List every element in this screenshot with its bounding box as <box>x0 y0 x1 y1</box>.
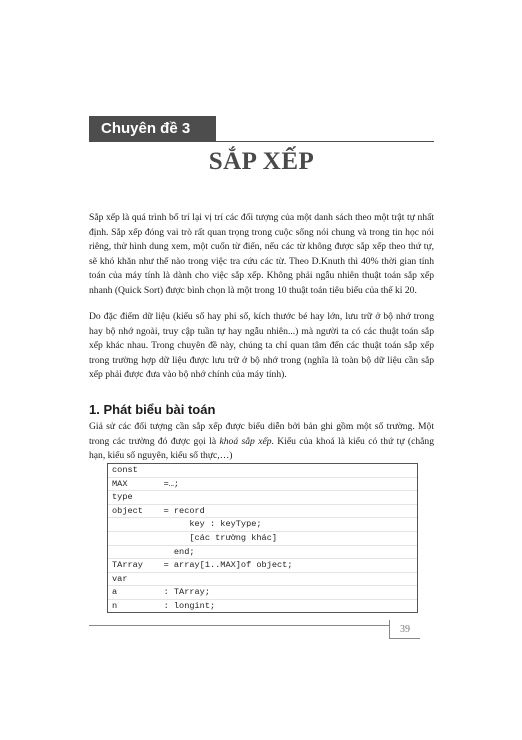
code-line: object = record <box>108 505 417 519</box>
chapter-label: Chuyên đề 3 <box>89 116 216 142</box>
intro-paragraph-2: Do đặc điểm dữ liệu (kiểu số hay phi số, kích thước bé hay lớn, lưu trữ ở bộ nhớ trong hay bộ nhớ ngoài, truy cập tuần tự hay ngẫu nhiên...) mà người ta có các thuật toán sắp xếp khác nhau. Trong chuyên đề này, chúng ta chỉ quan tâm đến các thuật toán sắp xếp trong trường hợp dữ liệu được lưu trữ ở bộ nhớ trong (nghĩa là toàn bộ dữ liệu cần sắp xếp phải được đưa vào bộ nhớ chính của máy tính). <box>89 311 434 380</box>
code-line: [các trường khác] <box>108 532 417 546</box>
intro-paragraph-1: Sắp xếp là quá trình bố trí lại vị trí các đối tượng của một danh sách theo một trật tự nhất định. Sắp xếp đóng vai trò rất quan trọng trong cuộc sống nói chung và trong tin học nói riêng, thử hình dung xem, một cuốn từ điển, nếu các từ không được sắp xếp theo thứ tự, sẽ khó khăn như thế nào trong việc tra cứu các từ. Theo D.Knuth thì 40% thời gian tính toán của máy tính là dành cho việc sắp xếp. Không phải ngẫu nhiên thuật toán sắp xếp nhanh (Quick Sort) được bình chọn là một trong 10 thuật toán tiêu biểu của thế kỉ 20. <box>89 212 434 296</box>
code-block <box>107 463 418 613</box>
code-line: TArray = array[1..MAX]of object; <box>108 559 417 573</box>
footer-rule <box>89 625 389 626</box>
code-line: key : keyType; <box>108 518 417 532</box>
section-text-before: Giả sử các đối tượng cần sắp xếp được biểu diễn bởi bản ghi gồm một số trường. Một trong các trường đó được gọi là <box>89 421 434 447</box>
section-paragraph <box>89 420 434 464</box>
code-line: type <box>108 491 417 505</box>
code-line: n : longint; <box>112 600 216 611</box>
section-text-emphasis: khoá sắp xếp <box>219 435 272 447</box>
section-heading: 1. Phát biểu bài toán <box>89 402 216 417</box>
section-text-after: . Kiểu của khoá là kiểu có thứ tự (chẳng hạn, kiểu số nguyên, kiểu số thực,…) <box>89 435 434 461</box>
code-line: a : TArray; <box>108 586 417 600</box>
code-line: MAX =…; <box>108 478 417 492</box>
code-line: var <box>108 573 417 587</box>
code-line: const <box>108 464 417 478</box>
chapter-divider <box>89 141 434 142</box>
page-number: 39 <box>389 620 420 639</box>
page-title: SẮP XẾP <box>208 148 315 175</box>
code-line: end; <box>108 546 417 560</box>
